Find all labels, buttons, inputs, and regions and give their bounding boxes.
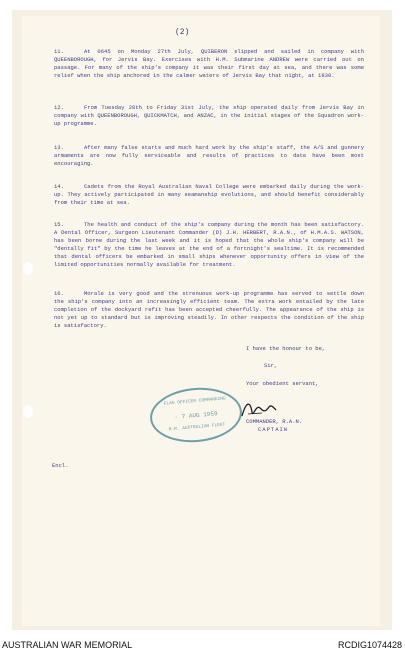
paragraph-text: The health and conduct of the ship's company during the month has been satisfactory. A Dental Officer, Surgeon Lieutenant Commander (D) J.H. HERBERT, R.A.N., of H.M.A.S. WATSON, has been borne during the last week and it is hoped that the whole ship's company will be "dentally fit" by the time he leaves at the end of a fortnight's sealtime. It is recommended that dental officers be embarked in small ships whenever opportunity offers in view of the limited opportunities normally available for treatment.	[54, 221, 364, 268]
archive-footer	[0, 638, 405, 653]
paragraph-14	[54, 183, 364, 207]
paragraph-number: 13.	[54, 144, 64, 151]
paragraph-16	[54, 290, 364, 330]
closing-salutation: Sir,	[264, 362, 278, 369]
paragraph-text: Cadets from the Royal Australian Naval College were embarked daily during the work-up. They actively participated in many seamanship evolutions, and should benefit considerably from their time at sea.	[54, 183, 364, 206]
signatory-title: CAPTAIN	[258, 426, 289, 433]
archive-name: AUSTRALIAN WAR MEMORIAL	[2, 640, 133, 650]
paragraph-text: At 0645 on Monday 27th July, QUIBERON slipped and sailed in company with QUEENBOROUGH, for Jervis Bay. Exercises with H.M. Submarine ANDREW were carried out on passage. For many of the ship's company it was their first day at sea, and there was some relief when the ship anchored in the calmer waters of Jervis Bay that night, at 1830.	[54, 48, 364, 79]
punch-hole	[23, 405, 33, 418]
archive-record-id: RCDIG1074428	[337, 640, 402, 650]
paragraph-number: 15.	[54, 221, 64, 228]
enclosure-note: Encl.	[52, 462, 69, 469]
paragraph-11	[54, 48, 364, 80]
paragraph-15	[54, 221, 364, 269]
stamp-date: - 7 AUG 1959	[174, 410, 218, 421]
page-number: (2)	[175, 28, 190, 37]
paragraph-text: From Tuesday 28th to Friday 31st July, the ship operated daily from Jervis Bay in company with QUEENBOROUGH, QUICKMATCH, and ANZAC, in the initial stages of the Squadron work-up programme.	[54, 104, 364, 127]
paragraph-number: 16.	[54, 290, 64, 297]
punch-hole	[23, 262, 33, 275]
paragraph-13	[54, 144, 364, 168]
signatory-rank: COMMANDER, R.A.N.	[246, 418, 303, 425]
paragraph-number: 14.	[54, 183, 64, 190]
stamp-line-3: H.M. AUSTRALIAN FLEET	[168, 422, 226, 433]
paragraph-text: After many false starts and much hard work by the ship's staff, the A/S and gunnery armaments are now fully serviceable and results of practices to date have been most encouraging.	[54, 144, 364, 167]
paragraph-number: 12.	[54, 104, 64, 111]
closing-honour: I have the honour to be,	[246, 345, 326, 352]
paragraph-text: Morale is very good and the strenuous work-up programme has served to settle down the ship's company into an increasingly efficient team. The extra work entailed by the late completion of the dockyard refit has been accepted cheerfully. The appearance of the ship is not yet up to standard but is improving steadily. In other respects the condition of the ship is satisfactory.	[54, 290, 364, 329]
closing-servant: Your obedient servant,	[246, 380, 319, 387]
paragraph-number: 11.	[54, 48, 64, 55]
paragraph-12	[54, 104, 364, 128]
stamp-line-1: FLAG OFFICER COMMANDING	[163, 396, 226, 407]
